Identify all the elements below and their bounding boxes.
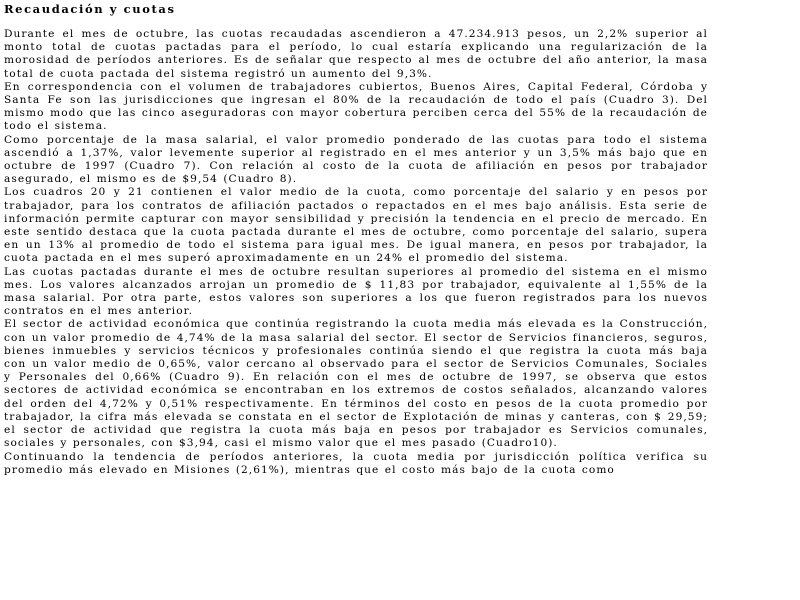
paragraph-recaudacion: Durante el mes de octubre, las cuotas recaudadas ascendieron a 47.234.913 pesos, un 2,2% superior al monto total de cuotas pactadas para el período, lo cual estaría explicando una regularización de la morosidad de períodos anteriores. Es de señalar que respecto al mes de octubre del año anterior, la masa total de cuota pactada del sistema registró un aumento del 9,3%. — [4, 28, 708, 80]
paragraph-cuadros-20-21: Los cuadros 20 y 21 contienen el valor medio de la cuota, como porcentaje del salario y en pesos por trabajador, para los contratos de afiliación pactados o repactados en el mes bajo análisis. Esta serie de información permite capturar con mayor sensibilidad y precisión la tendencia en el precio de mercado. En este sentido destaca que la cuota pactada durante el mes de octubre, como porcentaje del salario, supera en un 13% al promedio de todo el sistema para igual mes. De igual manera, en pesos por trabajador, la cuota pactada en el mes superó aproximadamente en un 24% el promedio del sistema. — [4, 186, 708, 265]
section-title: Recaudación y cuotas — [4, 2, 176, 16]
paragraph-masa-salarial: Como porcentaje de la masa salarial, el valor promedio ponderado de las cuotas para todo el sistema ascendió a 1,37%, valor levemente superior al registrado en el mes anterior y un 3,5% más bajo que en octubre de 1997 (Cuadro 7). Con relación al costo de la cuota de afiliación en pesos por trabajador asegurado, el mismo es de $9,54 (Cuadro 8). — [4, 133, 708, 186]
paragraph-jurisdicciones: En correspondencia con el volumen de trabajadores cubiertos, Buenos Aires, Capital Federal, Córdoba y Santa Fe son las jurisdicciones que ingresan el 80% de la recaudación de todo el país (Cuadro 3). Del mismo modo que las cinco aseguradoras con mayor cobertura perciben cerca del 55% de la recaudación de todo el sistema. — [4, 80, 708, 133]
title-spacer — [4, 18, 708, 28]
document-page — [4, 0, 708, 477]
paragraph-jurisdiccion-politica: Continuando la tendencia de períodos anteriores, la cuota media por jurisdicción política verifica su promedio más elevado en Misiones (2,61%), mientras que el costo más bajo de la cuota como — [4, 450, 708, 476]
paragraph-sector-actividad: El sector de actividad económica que continúa registrando la cuota media más elevada es la Construcción, con un valor promedio de 4,74% de la masa salarial del sector. El sector de Servicios financieros, seguros, bienes inmuebles y servicios técnicos y profesionales continúa siendo el que registra la cuota más baja con un valor medio de 0,65%, valor cercano al observado para el sector de Servicios Comunales, Sociales y Personales del 0,66% (Cuadro 9). En relación con el mes de octubre de 1997, se observa que estos sectores de actividad económica se encontraban en los extremos de costos señalados, alcanzando valores del orden del 4,72% y 0,51% respectivamente. En términos del costo en pesos de la cuota promedio por trabajador, la cifra más elevada se constata en el sector de Explotación de minas y canteras, con $ 29,59; el sector de actividad que registra la cuota más baja en pesos por trabajador es Servicios comunales, sociales y personales, con $3,94, casi el mismo valor que el mes pasado (Cuadro10). — [4, 318, 708, 450]
paragraph-cuotas-pactadas: Las cuotas pactadas durante el mes de octubre resultan superiores al promedio del sistema en el mismo mes. Los valores alcanzados arrojan un promedio de $ 11,83 por trabajador, equivalente al 1,55% de la masa salarial. Por otra parte, estos valores son superiores a los que fueron registrados para los nuevos contratos en el mes anterior. — [4, 265, 708, 318]
